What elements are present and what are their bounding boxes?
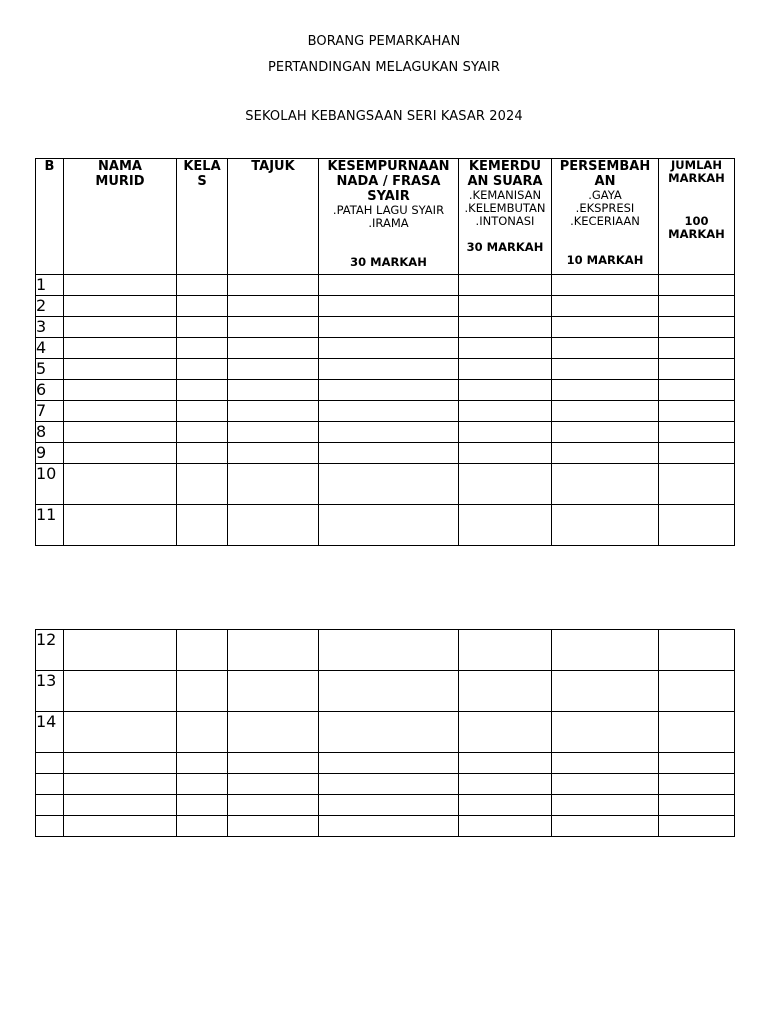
nama-cell[interactable] bbox=[64, 338, 177, 359]
criteria-item: .EKSPRESI bbox=[575, 201, 635, 215]
kesempurnaan-cell[interactable] bbox=[319, 505, 459, 546]
jumlah-cell[interactable] bbox=[659, 464, 735, 505]
kemerduan-cell[interactable] bbox=[459, 753, 552, 774]
school-title: SEKOLAH KEBANGSAAN SERI KASAR 2024 bbox=[245, 109, 523, 124]
row-number: 13 bbox=[36, 671, 64, 712]
persembahan-cell[interactable] bbox=[552, 630, 659, 671]
kemerduan-cell[interactable] bbox=[459, 422, 552, 443]
jumlah-cell[interactable] bbox=[659, 338, 735, 359]
tajuk-cell[interactable] bbox=[228, 401, 319, 422]
kesempurnaan-cell[interactable] bbox=[319, 401, 459, 422]
kelas-cell[interactable] bbox=[177, 338, 228, 359]
row-number bbox=[36, 795, 64, 816]
kemerduan-cell[interactable] bbox=[459, 275, 552, 296]
persembahan-cell[interactable] bbox=[552, 753, 659, 774]
row-number: 1 bbox=[36, 275, 64, 296]
kelas-cell[interactable] bbox=[177, 753, 228, 774]
row-number: 3 bbox=[36, 317, 64, 338]
kelas-cell[interactable] bbox=[177, 816, 228, 837]
header-bil bbox=[36, 159, 64, 275]
nama-cell[interactable] bbox=[64, 359, 177, 380]
kemerduan-cell[interactable] bbox=[459, 464, 552, 505]
kelas-cell[interactable] bbox=[177, 422, 228, 443]
nama-cell[interactable] bbox=[64, 795, 177, 816]
tajuk-cell[interactable] bbox=[228, 630, 319, 671]
score-table-part-1 bbox=[35, 158, 735, 546]
kesempurnaan-cell[interactable] bbox=[319, 380, 459, 401]
table-row bbox=[36, 630, 735, 671]
nama-cell[interactable] bbox=[64, 774, 177, 795]
nama-cell[interactable] bbox=[64, 753, 177, 774]
kesempurnaan-cell[interactable] bbox=[319, 275, 459, 296]
persembahan-cell[interactable] bbox=[552, 317, 659, 338]
row-number bbox=[36, 753, 64, 774]
persembahan-cell[interactable] bbox=[552, 712, 659, 753]
table-row bbox=[36, 380, 735, 401]
nama-cell[interactable] bbox=[64, 443, 177, 464]
kelas-cell[interactable] bbox=[177, 630, 228, 671]
kemerduan-cell[interactable] bbox=[459, 630, 552, 671]
row-number: 14 bbox=[36, 712, 64, 753]
kemerduan-cell[interactable] bbox=[459, 338, 552, 359]
jumlah-cell[interactable] bbox=[659, 774, 735, 795]
tajuk-cell[interactable] bbox=[228, 317, 319, 338]
kesempurnaan-cell[interactable] bbox=[319, 317, 459, 338]
kemerduan-cell[interactable] bbox=[459, 712, 552, 753]
criteria-item: .KEMANISAN bbox=[468, 188, 542, 202]
kelas-cell[interactable] bbox=[177, 380, 228, 401]
header-nama-murid bbox=[64, 159, 177, 275]
kesempurnaan-cell[interactable] bbox=[319, 712, 459, 753]
nama-cell[interactable] bbox=[64, 380, 177, 401]
persembahan-cell[interactable] bbox=[552, 296, 659, 317]
kemerduan-cell[interactable] bbox=[459, 317, 552, 338]
kesempurnaan-cell[interactable] bbox=[319, 422, 459, 443]
criteria-item: .IRAMA bbox=[368, 216, 409, 230]
tajuk-cell[interactable] bbox=[228, 795, 319, 816]
tajuk-cell[interactable] bbox=[228, 296, 319, 317]
row-number: 6 bbox=[36, 380, 64, 401]
row-number: 12 bbox=[36, 630, 64, 671]
jumlah-cell[interactable] bbox=[659, 401, 735, 422]
jumlah-cell[interactable] bbox=[659, 275, 735, 296]
form-title: BORANG PEMARKAHAN bbox=[307, 34, 461, 49]
persembahan-cell[interactable] bbox=[552, 338, 659, 359]
kelas-cell[interactable] bbox=[177, 712, 228, 753]
table-row bbox=[36, 795, 735, 816]
nama-cell[interactable] bbox=[64, 712, 177, 753]
tajuk-cell[interactable] bbox=[228, 753, 319, 774]
tajuk-cell[interactable] bbox=[228, 422, 319, 443]
nama-cell[interactable] bbox=[64, 816, 177, 837]
competition-title: PERTANDINGAN MELAGUKAN SYAIR bbox=[267, 60, 501, 75]
tajuk-cell[interactable] bbox=[228, 712, 319, 753]
kelas-cell[interactable] bbox=[177, 795, 228, 816]
header-tajuk bbox=[228, 159, 319, 275]
persembahan-cell[interactable] bbox=[552, 464, 659, 505]
table-row bbox=[36, 464, 735, 505]
nama-cell[interactable] bbox=[64, 671, 177, 712]
header-jumlah bbox=[659, 159, 735, 275]
jumlah-marks: 100 MARKAH bbox=[668, 214, 725, 241]
kesempurnaan-cell[interactable] bbox=[319, 671, 459, 712]
persembahan-cell[interactable] bbox=[552, 380, 659, 401]
jumlah-cell[interactable] bbox=[659, 630, 735, 671]
nama-cell[interactable] bbox=[64, 630, 177, 671]
nama-cell[interactable] bbox=[64, 464, 177, 505]
header-nama-label: NAMA MURID bbox=[95, 159, 145, 189]
jumlah-cell[interactable] bbox=[659, 422, 735, 443]
header-kelas bbox=[177, 159, 228, 275]
kemerduan-cell[interactable] bbox=[459, 505, 552, 546]
criteria-item: .PATAH LAGU SYAIR bbox=[332, 203, 445, 217]
persembahan-cell[interactable] bbox=[552, 359, 659, 380]
tajuk-cell[interactable] bbox=[228, 464, 319, 505]
persembahan-cell[interactable] bbox=[552, 275, 659, 296]
kelas-cell[interactable] bbox=[177, 296, 228, 317]
row-number: 10 bbox=[36, 464, 64, 505]
kemerduan-cell[interactable] bbox=[459, 296, 552, 317]
table-row bbox=[36, 443, 735, 464]
criteria-item: .KECERIAAN bbox=[570, 214, 640, 228]
table-row bbox=[36, 275, 735, 296]
header-row bbox=[36, 159, 735, 275]
tajuk-cell[interactable] bbox=[228, 359, 319, 380]
kelas-cell[interactable] bbox=[177, 464, 228, 505]
table-row bbox=[36, 671, 735, 712]
jumlah-cell[interactable] bbox=[659, 317, 735, 338]
tajuk-cell[interactable] bbox=[228, 275, 319, 296]
row-number: 2 bbox=[36, 296, 64, 317]
kesempurnaan-cell[interactable] bbox=[319, 795, 459, 816]
jumlah-cell[interactable] bbox=[659, 380, 735, 401]
kemerduan-cell[interactable] bbox=[459, 380, 552, 401]
header-tajuk-label: TAJUK bbox=[251, 159, 295, 174]
row-number: 8 bbox=[36, 422, 64, 443]
header-persembahan-title: PERSEMBAH AN bbox=[559, 159, 651, 189]
tajuk-cell[interactable] bbox=[228, 671, 319, 712]
jumlah-cell[interactable] bbox=[659, 795, 735, 816]
kemerduan-cell[interactable] bbox=[459, 795, 552, 816]
jumlah-cell[interactable] bbox=[659, 816, 735, 837]
criteria-item: .INTONASI bbox=[475, 214, 535, 228]
kesempurnaan-cell[interactable] bbox=[319, 816, 459, 837]
kesempurnaan-cell[interactable] bbox=[319, 443, 459, 464]
header-kemerduan-title: KEMERDU AN SUARA bbox=[467, 159, 543, 189]
jumlah-cell[interactable] bbox=[659, 671, 735, 712]
tajuk-cell[interactable] bbox=[228, 338, 319, 359]
jumlah-cell[interactable] bbox=[659, 753, 735, 774]
nama-cell[interactable] bbox=[64, 401, 177, 422]
kesempurnaan-cell[interactable] bbox=[319, 296, 459, 317]
table-row bbox=[36, 338, 735, 359]
kelas-cell[interactable] bbox=[177, 671, 228, 712]
nama-cell[interactable] bbox=[64, 275, 177, 296]
kemerduan-cell[interactable] bbox=[459, 401, 552, 422]
nama-cell[interactable] bbox=[64, 422, 177, 443]
jumlah-cell[interactable] bbox=[659, 443, 735, 464]
persembahan-cell[interactable] bbox=[552, 816, 659, 837]
kemerduan-cell[interactable] bbox=[459, 443, 552, 464]
kelas-cell[interactable] bbox=[177, 275, 228, 296]
header-bil-label: B bbox=[44, 159, 55, 174]
kelas-cell[interactable] bbox=[177, 505, 228, 546]
nama-cell[interactable] bbox=[64, 296, 177, 317]
header-kesempurnaan bbox=[319, 159, 459, 275]
jumlah-cell[interactable] bbox=[659, 505, 735, 546]
header-kemerduan bbox=[459, 159, 552, 275]
kemerduan-marks: 30 MARKAH bbox=[466, 240, 544, 254]
row-number: 5 bbox=[36, 359, 64, 380]
persembahan-cell[interactable] bbox=[552, 795, 659, 816]
row-number: 4 bbox=[36, 338, 64, 359]
table-row bbox=[36, 296, 735, 317]
kesempurnaan-cell[interactable] bbox=[319, 774, 459, 795]
table-row bbox=[36, 401, 735, 422]
header-persembahan bbox=[552, 159, 659, 275]
kesempurnaan-cell[interactable] bbox=[319, 753, 459, 774]
row-number bbox=[36, 774, 64, 795]
table-row bbox=[36, 505, 735, 546]
kesempurnaan-marks: 30 MARKAH bbox=[350, 255, 427, 269]
tajuk-cell[interactable] bbox=[228, 816, 319, 837]
kemerduan-cell[interactable] bbox=[459, 774, 552, 795]
row-number: 11 bbox=[36, 505, 64, 546]
jumlah-cell[interactable] bbox=[659, 712, 735, 753]
table-row bbox=[36, 816, 735, 837]
kelas-cell[interactable] bbox=[177, 774, 228, 795]
score-table-part-2 bbox=[35, 629, 735, 837]
kelas-cell[interactable] bbox=[177, 317, 228, 338]
kelas-cell[interactable] bbox=[177, 359, 228, 380]
table-row bbox=[36, 774, 735, 795]
row-number: 7 bbox=[36, 401, 64, 422]
nama-cell[interactable] bbox=[64, 317, 177, 338]
kemerduan-cell[interactable] bbox=[459, 671, 552, 712]
kesempurnaan-cell[interactable] bbox=[319, 464, 459, 505]
table-row bbox=[36, 712, 735, 753]
kesempurnaan-cell[interactable] bbox=[319, 359, 459, 380]
kelas-cell[interactable] bbox=[177, 443, 228, 464]
jumlah-cell[interactable] bbox=[659, 359, 735, 380]
persembahan-cell[interactable] bbox=[552, 505, 659, 546]
table-row bbox=[36, 317, 735, 338]
table-row bbox=[36, 359, 735, 380]
criteria-item: .KELEMBUTAN bbox=[464, 201, 546, 215]
kesempurnaan-cell[interactable] bbox=[319, 630, 459, 671]
row-number: 9 bbox=[36, 443, 64, 464]
kelas-cell[interactable] bbox=[177, 401, 228, 422]
tajuk-cell[interactable] bbox=[228, 443, 319, 464]
table-row bbox=[36, 422, 735, 443]
tajuk-cell[interactable] bbox=[228, 505, 319, 546]
persembahan-cell[interactable] bbox=[552, 443, 659, 464]
persembahan-cell[interactable] bbox=[552, 401, 659, 422]
tajuk-cell[interactable] bbox=[228, 774, 319, 795]
jumlah-cell[interactable] bbox=[659, 296, 735, 317]
row-number bbox=[36, 816, 64, 837]
header-kesempurnaan-title: KESEMPURNAAN NADA / FRASA SYAIR bbox=[327, 159, 450, 204]
persembahan-cell[interactable] bbox=[552, 671, 659, 712]
header-kelas-label: KELA S bbox=[183, 159, 221, 189]
persembahan-marks: 10 MARKAH bbox=[566, 253, 644, 267]
kemerduan-cell[interactable] bbox=[459, 816, 552, 837]
header-jumlah-title: JUMLAH MARKAH bbox=[668, 158, 725, 185]
nama-cell[interactable] bbox=[64, 505, 177, 546]
kemerduan-cell[interactable] bbox=[459, 359, 552, 380]
persembahan-cell[interactable] bbox=[552, 774, 659, 795]
criteria-item: .GAYA bbox=[588, 188, 622, 202]
table-row bbox=[36, 753, 735, 774]
kesempurnaan-cell[interactable] bbox=[319, 338, 459, 359]
persembahan-cell[interactable] bbox=[552, 422, 659, 443]
tajuk-cell[interactable] bbox=[228, 380, 319, 401]
